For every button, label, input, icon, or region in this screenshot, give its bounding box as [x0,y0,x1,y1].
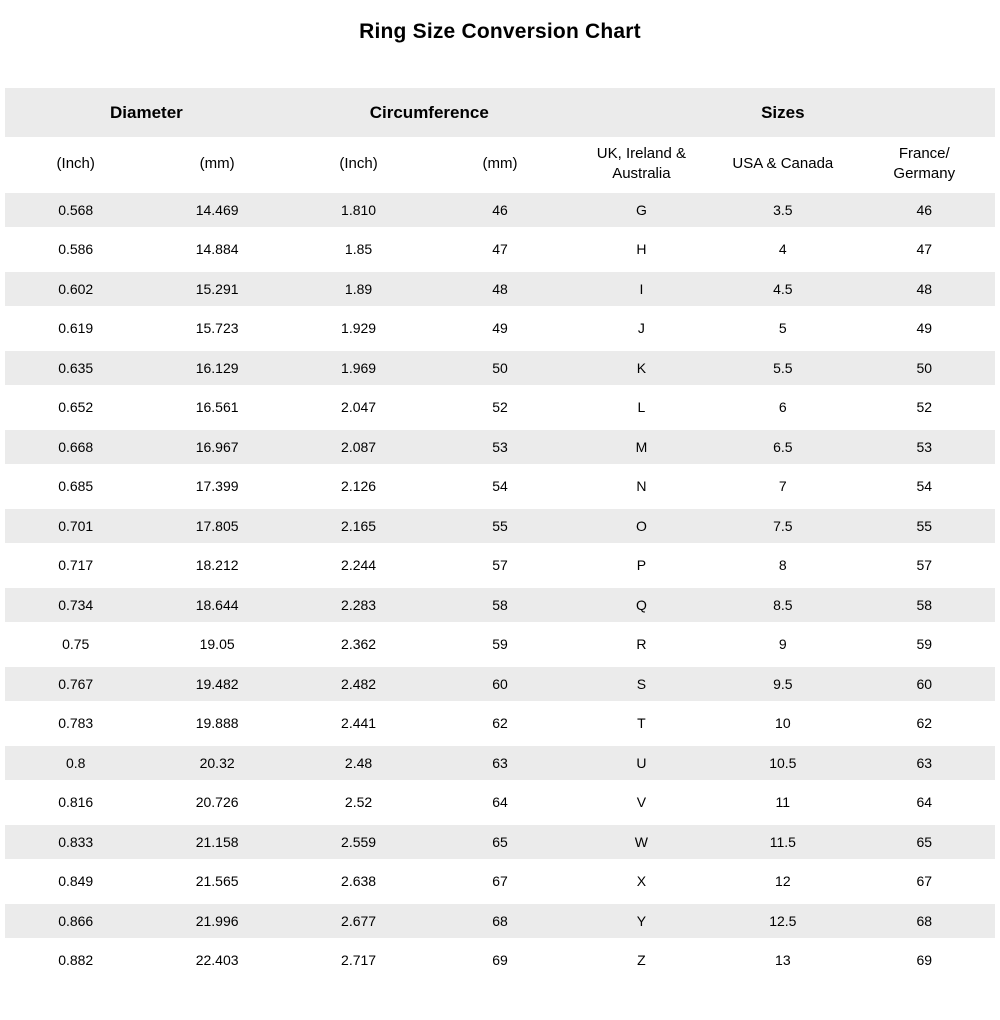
cell-size-france: 58 [854,585,995,625]
col-header-label: UK, Ireland & Australia [596,145,686,182]
cell-circumference-inch: 2.482 [288,664,429,704]
cell-size-france: 59 [854,625,995,665]
cell-diameter-mm: 15.291 [146,269,287,309]
cell-diameter-inch: 0.849 [5,862,146,902]
cell-diameter-inch: 0.701 [5,506,146,546]
cell-size-france: 57 [854,546,995,586]
cell-size-usa: 7 [712,467,853,507]
cell-diameter-mm: 21.158 [146,822,287,862]
table-body [5,190,995,980]
cell-size-uk: K [571,348,712,388]
table-row [5,467,995,507]
table-row [5,546,995,586]
table-row [5,190,995,230]
cell-diameter-mm: 16.129 [146,348,287,388]
col-header-circumference-mm [429,137,570,190]
cell-circumference-mm: 48 [429,269,570,309]
col-header-label: France/ Germany [893,145,956,182]
cell-size-usa: 8.5 [712,585,853,625]
column-header-row [5,137,995,190]
cell-diameter-mm: 16.967 [146,427,287,467]
cell-size-uk: P [571,546,712,586]
cell-circumference-inch: 1.929 [288,309,429,349]
cell-circumference-mm: 53 [429,427,570,467]
cell-size-usa: 8 [712,546,853,586]
cell-circumference-inch: 2.244 [288,546,429,586]
cell-circumference-inch: 2.165 [288,506,429,546]
cell-size-uk: X [571,862,712,902]
cell-size-usa: 13 [712,941,853,981]
table-row [5,230,995,270]
cell-circumference-mm: 65 [429,822,570,862]
cell-circumference-mm: 55 [429,506,570,546]
cell-circumference-mm: 57 [429,546,570,586]
cell-size-usa: 9.5 [712,664,853,704]
cell-size-france: 47 [854,230,995,270]
cell-circumference-mm: 58 [429,585,570,625]
cell-size-uk: T [571,704,712,744]
cell-circumference-inch: 1.969 [288,348,429,388]
cell-size-france: 48 [854,269,995,309]
cell-diameter-inch: 0.767 [5,664,146,704]
table-row [5,704,995,744]
cell-size-usa: 5.5 [712,348,853,388]
col-header-label: USA & Canada [732,154,834,172]
column-group-row [5,88,995,137]
cell-size-uk: N [571,467,712,507]
cell-size-uk: U [571,743,712,783]
cell-size-uk: L [571,388,712,428]
ring-size-table-container [5,88,995,980]
cell-diameter-inch: 0.652 [5,388,146,428]
cell-circumference-inch: 2.638 [288,862,429,902]
cell-size-uk: Y [571,901,712,941]
col-header-diameter-inch [5,137,146,190]
table-row [5,941,995,981]
table-row [5,269,995,309]
cell-size-uk: S [571,664,712,704]
cell-circumference-inch: 1.810 [288,190,429,230]
cell-circumference-mm: 49 [429,309,570,349]
cell-size-usa: 12.5 [712,901,853,941]
cell-diameter-inch: 0.75 [5,625,146,665]
cell-size-usa: 3.5 [712,190,853,230]
col-header-france-germany [854,137,995,190]
cell-diameter-mm: 21.996 [146,901,287,941]
table-row [5,783,995,823]
cell-circumference-mm: 64 [429,783,570,823]
table-row [5,625,995,665]
column-group-circumference: Circumference [288,88,571,137]
cell-size-france: 60 [854,664,995,704]
cell-size-france: 68 [854,901,995,941]
table-row [5,309,995,349]
cell-circumference-mm: 62 [429,704,570,744]
table-row [5,743,995,783]
cell-size-usa: 11.5 [712,822,853,862]
cell-circumference-inch: 2.52 [288,783,429,823]
cell-diameter-mm: 18.644 [146,585,287,625]
cell-diameter-inch: 0.882 [5,941,146,981]
table-row [5,427,995,467]
cell-size-uk: O [571,506,712,546]
cell-size-france: 54 [854,467,995,507]
cell-size-usa: 7.5 [712,506,853,546]
cell-circumference-inch: 2.126 [288,467,429,507]
cell-size-france: 69 [854,941,995,981]
cell-circumference-mm: 54 [429,467,570,507]
cell-size-france: 52 [854,388,995,428]
cell-circumference-mm: 67 [429,862,570,902]
page-title: Ring Size Conversion Chart [359,20,641,43]
cell-diameter-mm: 21.565 [146,862,287,902]
cell-size-usa: 12 [712,862,853,902]
cell-circumference-mm: 46 [429,190,570,230]
cell-circumference-inch: 2.48 [288,743,429,783]
cell-diameter-inch: 0.734 [5,585,146,625]
cell-circumference-inch: 2.559 [288,822,429,862]
cell-circumference-inch: 2.441 [288,704,429,744]
column-group-sizes: Sizes [571,88,995,137]
cell-size-france: 55 [854,506,995,546]
col-header-label: (Inch) [56,154,95,172]
cell-diameter-mm: 16.561 [146,388,287,428]
cell-diameter-mm: 14.469 [146,190,287,230]
table-row [5,822,995,862]
table-row [5,901,995,941]
cell-diameter-mm: 20.32 [146,743,287,783]
cell-circumference-mm: 47 [429,230,570,270]
cell-diameter-inch: 0.833 [5,822,146,862]
cell-diameter-mm: 19.888 [146,704,287,744]
cell-size-uk: Q [571,585,712,625]
cell-size-uk: J [571,309,712,349]
cell-diameter-mm: 15.723 [146,309,287,349]
cell-diameter-mm: 17.399 [146,467,287,507]
table-row [5,664,995,704]
cell-diameter-inch: 0.568 [5,190,146,230]
cell-diameter-inch: 0.866 [5,901,146,941]
cell-circumference-inch: 2.087 [288,427,429,467]
cell-size-usa: 9 [712,625,853,665]
cell-diameter-inch: 0.635 [5,348,146,388]
cell-size-france: 53 [854,427,995,467]
cell-circumference-mm: 52 [429,388,570,428]
cell-diameter-inch: 0.586 [5,230,146,270]
cell-circumference-mm: 69 [429,941,570,981]
cell-size-france: 63 [854,743,995,783]
cell-circumference-inch: 2.362 [288,625,429,665]
cell-diameter-inch: 0.668 [5,427,146,467]
cell-circumference-inch: 1.89 [288,269,429,309]
cell-size-uk: H [571,230,712,270]
cell-circumference-inch: 2.047 [288,388,429,428]
table-row [5,862,995,902]
col-header-diameter-mm [146,137,287,190]
cell-circumference-mm: 68 [429,901,570,941]
table-row [5,585,995,625]
cell-diameter-inch: 0.8 [5,743,146,783]
cell-diameter-mm: 18.212 [146,546,287,586]
cell-diameter-mm: 20.726 [146,783,287,823]
table-row [5,506,995,546]
cell-size-uk: W [571,822,712,862]
cell-circumference-mm: 59 [429,625,570,665]
ring-size-conversion-table [5,88,995,980]
cell-size-uk: V [571,783,712,823]
col-header-uk-ireland-australia [571,137,712,190]
col-header-label: (mm) [199,154,235,172]
cell-circumference-inch: 2.677 [288,901,429,941]
table-row [5,348,995,388]
cell-size-france: 67 [854,862,995,902]
cell-size-usa: 6 [712,388,853,428]
cell-size-uk: Z [571,941,712,981]
cell-size-usa: 4.5 [712,269,853,309]
col-header-circumference-inch [288,137,429,190]
cell-circumference-inch: 1.85 [288,230,429,270]
cell-circumference-inch: 2.717 [288,941,429,981]
cell-diameter-mm: 17.805 [146,506,287,546]
cell-size-france: 65 [854,822,995,862]
table-row [5,388,995,428]
cell-size-usa: 6.5 [712,427,853,467]
cell-diameter-inch: 0.602 [5,269,146,309]
cell-size-france: 46 [854,190,995,230]
cell-diameter-inch: 0.816 [5,783,146,823]
cell-size-france: 62 [854,704,995,744]
cell-circumference-mm: 63 [429,743,570,783]
cell-size-france: 50 [854,348,995,388]
cell-size-uk: I [571,269,712,309]
cell-diameter-mm: 14.884 [146,230,287,270]
cell-diameter-inch: 0.783 [5,704,146,744]
cell-diameter-inch: 0.619 [5,309,146,349]
cell-size-france: 64 [854,783,995,823]
cell-diameter-mm: 19.05 [146,625,287,665]
cell-diameter-inch: 0.717 [5,546,146,586]
cell-size-usa: 4 [712,230,853,270]
cell-size-france: 49 [854,309,995,349]
cell-size-usa: 10 [712,704,853,744]
cell-size-usa: 5 [712,309,853,349]
cell-size-uk: M [571,427,712,467]
cell-size-usa: 10.5 [712,743,853,783]
cell-size-uk: R [571,625,712,665]
col-header-label: (Inch) [339,154,378,172]
col-header-usa-canada [712,137,853,190]
table-header [5,88,995,190]
cell-circumference-inch: 2.283 [288,585,429,625]
column-group-diameter: Diameter [5,88,288,137]
cell-size-usa: 11 [712,783,853,823]
cell-circumference-mm: 50 [429,348,570,388]
cell-diameter-mm: 22.403 [146,941,287,981]
cell-size-uk: G [571,190,712,230]
cell-circumference-mm: 60 [429,664,570,704]
cell-diameter-inch: 0.685 [5,467,146,507]
col-header-label: (mm) [482,154,518,172]
cell-diameter-mm: 19.482 [146,664,287,704]
